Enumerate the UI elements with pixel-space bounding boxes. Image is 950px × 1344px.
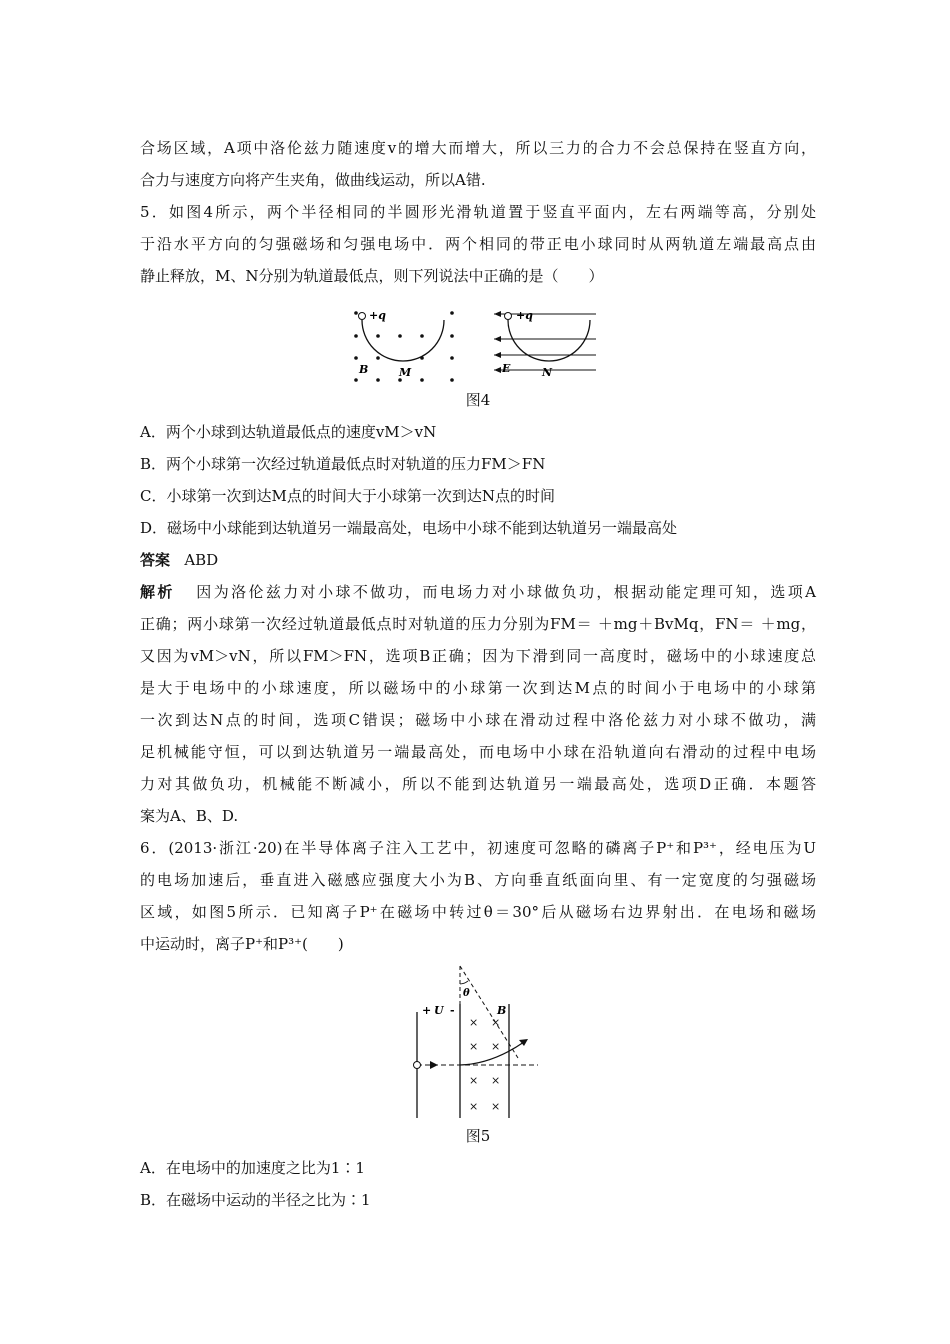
q6-stem-line-3: 区域，如图5所示．已知离子P⁺在磁场中转过θ＝30°后从磁场右边界射出．在电场和磁场: [140, 903, 816, 921]
svg-text:×: ×: [469, 1074, 479, 1087]
ion-arrow-icon: [430, 1061, 438, 1069]
left-point-label: M: [399, 366, 412, 379]
left-semicircle-track: [362, 320, 444, 361]
q5-analysis-line-6: 足机械能守恒，可以到达轨道另一端最高处，而电场中小球在沿轨道向右滑动的过程中电场: [140, 743, 816, 761]
q5-stem-line-2: 于沿水平方向的匀强磁场和匀强电场中．两个相同的带正电小球同时从两轨道左端最高点由: [140, 235, 816, 253]
document-page: [140, 132, 816, 1216]
q5-stem-line-1: 5．如图4所示，两个半径相同的半圆形光滑轨道置于竖直平面内，左右两端等高，分别处: [140, 203, 816, 221]
svg-text:×: ×: [491, 1016, 501, 1029]
plus-label: +: [422, 1004, 432, 1017]
voltage-label: U: [434, 1004, 444, 1017]
left-field-label: B: [359, 363, 369, 376]
left-charge-label: +q: [369, 309, 386, 322]
right-ball: [505, 313, 512, 320]
prev-continuation-line-2: 合力与速度方向将产生夹角，做曲线运动，所以A错.: [140, 171, 486, 189]
analysis-label: 解析: [140, 583, 175, 601]
q6-stem-line-4: 中运动时，离子P⁺和P³⁺( ): [140, 935, 344, 953]
answer-label: 答案: [140, 551, 171, 569]
q6-stem-line-2: 的电场加速后，垂直进入磁感应强度大小为B、方向垂直纸面向里、有一定宽度的匀强磁场: [140, 871, 816, 889]
q5-analysis-line-2: 正确；两小球第一次经过轨道最低点时对轨道的压力分别为FM＝ ＋mg＋BvMq，FN＝ ＋mg，: [140, 615, 816, 633]
svg-text:×: ×: [491, 1100, 501, 1113]
right-point-label: N: [542, 366, 553, 379]
q5-option-a: A．两个小球到达轨道最低点的速度vM＞vN: [140, 423, 437, 441]
figure-5-diagram: [140, 960, 816, 1120]
q5-analysis-line-4: 是大于电场中的小球速度，所以磁场中的小球第一次到达M点的时间小于电场中的小球第: [140, 679, 816, 697]
q6-stem-line-1: 6．(2013·浙江·20)在半导体离子注入工艺中，初速度可忽略的磷离子P⁺和P³⁺，经电压为U: [140, 839, 816, 857]
minus-label: -: [450, 1004, 455, 1017]
svg-text:×: ×: [469, 1016, 479, 1029]
svg-text:×: ×: [469, 1100, 479, 1113]
q5-option-d: D．磁场中小球能到达轨道另一端最高处，电场中小球不能到达轨道另一端最高处: [140, 519, 678, 537]
svg-text:×: ×: [491, 1040, 501, 1053]
figure-4-caption: 图4: [465, 391, 491, 409]
svg-text:×: ×: [491, 1074, 501, 1087]
q5-analysis-line-7: 力对其做负功，机械能不断减小，所以不能到达轨道另一端最高处，选项D正确．本题答: [140, 775, 816, 793]
q5-option-c: C．小球第一次到达M点的时间大于小球第一次到达N点的时间: [140, 487, 555, 505]
right-charge-label: +q: [516, 309, 533, 322]
q5-stem-line-3: 静止释放，M、N分别为轨道最低点，则下列说法中正确的是（ ）: [140, 267, 604, 285]
figure-5-caption: 图5: [465, 1127, 491, 1145]
figure-4: [140, 292, 816, 384]
q5-option-b: B．两个小球第一次经过轨道最低点时对轨道的压力FM＞FN: [140, 455, 546, 473]
ion-source: [414, 1062, 421, 1069]
field-line-arrowheads: [494, 311, 501, 373]
q5-analysis-line-1: [140, 576, 816, 608]
q5-analysis-line-5: 一次到达N点的时间，选项C错误；磁场中小球在滑动过程中洛伦兹力对小球不做功，满: [140, 711, 816, 729]
svg-text:×: ×: [469, 1040, 479, 1053]
q6-option-b: B．在磁场中运动的半径之比为∶1: [140, 1191, 371, 1209]
q5-analysis-line-8: 案为A、B、D.: [140, 807, 239, 825]
angle-label: θ: [463, 988, 470, 999]
figure-5: [140, 960, 816, 1120]
figure-4-diagram: [140, 292, 816, 384]
left-ball: [359, 313, 366, 320]
prev-continuation-line-1: 合场区域，A项中洛伦兹力随速度v的增大而增大，所以三力的合力不会总保持在竖直方向，: [140, 139, 816, 157]
q5-answer-line: [140, 544, 816, 576]
angle-arc: [460, 981, 468, 984]
answer-value: ABD: [184, 551, 219, 569]
right-field-label: E: [502, 362, 511, 375]
field-label: B: [497, 1004, 507, 1017]
q5-analysis-line-3: 又因为vM＞vN，所以FM＞FN，选项B正确；因为下滑到同一高度时，磁场中的小球速度总: [140, 647, 816, 665]
q6-option-a: A．在电场中的加速度之比为1∶1: [140, 1159, 365, 1177]
analysis-text-1: 因为洛伦兹力对小球不做功，而电场力对小球做负功，根据动能定理可知，选项A: [196, 583, 816, 601]
